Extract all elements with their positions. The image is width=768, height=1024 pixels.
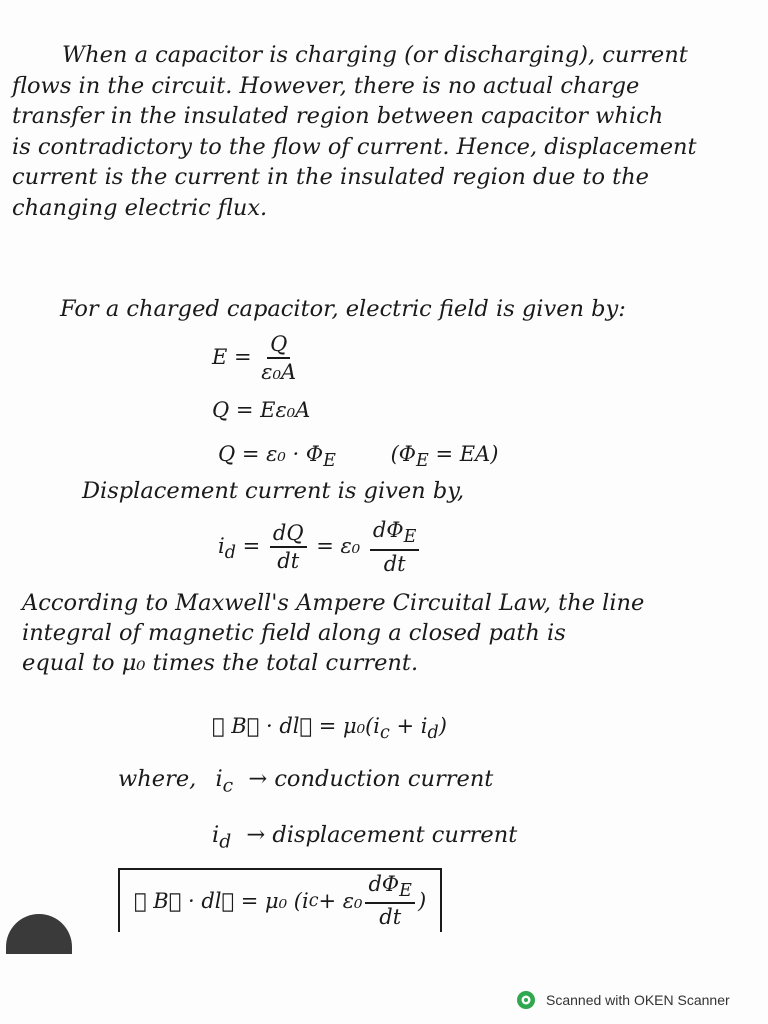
subscript: c <box>380 723 390 744</box>
fraction <box>261 334 296 383</box>
eq-lhs: ∮ B⃗ · dl⃗ = μ₀ (i <box>134 889 309 913</box>
equals-sign: = <box>242 533 261 558</box>
equation-charge: Q = Eε₀A <box>212 398 311 422</box>
scanner-footer <box>516 990 730 1010</box>
eq-middle: = ε₀ <box>316 533 361 558</box>
text-line: transfer in the insulated region between capacitor which <box>12 103 664 129</box>
subscript: c <box>308 891 319 911</box>
fraction <box>365 871 414 930</box>
fraction-denominator: dt <box>277 548 300 573</box>
fraction <box>370 520 419 575</box>
where-label: where, <box>118 766 197 792</box>
eq-lhs: E = <box>212 345 252 369</box>
eq-expression: Q = ε₀ · Φ <box>218 442 324 466</box>
eq-close: ) <box>438 714 447 738</box>
fraction <box>270 520 307 573</box>
numerator-text: dΦ <box>372 518 404 542</box>
equation-electric-field <box>212 334 299 383</box>
subscript: E <box>415 451 429 472</box>
text-line: current is the current in the insulated region due to the <box>12 164 649 190</box>
equation-ampere-maxwell <box>212 714 447 743</box>
intro-paragraph <box>12 40 758 223</box>
where-displacement <box>212 822 517 853</box>
text-line: integral of magnetic field along a closed path is <box>22 620 566 646</box>
subscript: d <box>224 543 236 564</box>
where-conduction <box>118 766 493 797</box>
subscript: E <box>403 527 417 548</box>
equation-displacement-current <box>218 520 422 575</box>
fraction-numerator: dQ <box>270 523 307 548</box>
subscript: d <box>219 831 232 853</box>
fraction-denominator: ε₀A <box>261 360 297 384</box>
oken-logo-icon <box>516 990 536 1010</box>
displacement-intro: Displacement current is given by, <box>82 478 465 504</box>
eq-note: (Φ <box>390 442 416 466</box>
fraction-denominator: dt <box>383 551 406 576</box>
fraction-numerator <box>370 520 419 551</box>
subscript: d <box>427 723 439 744</box>
subscript: c <box>222 775 234 797</box>
conduction-desc: → conduction current <box>248 766 494 792</box>
fraction-numerator <box>365 871 414 905</box>
subscript: E <box>399 880 412 901</box>
footer-text: Scanned with OKEN Scanner <box>546 992 730 1008</box>
displacement-desc: → displacement current <box>246 822 518 848</box>
numerator-text: dΦ <box>368 871 400 896</box>
subscript: E <box>323 451 336 472</box>
fraction-denominator: dt <box>379 905 402 930</box>
text-line: According to Maxwell's Ampere Circuital Law, the line <box>22 590 645 616</box>
text-line: equal to μ₀ times the total current. <box>22 650 419 676</box>
maxwell-paragraph <box>22 588 644 678</box>
eq-lhs: i <box>218 533 225 558</box>
dark-scan-blob <box>6 914 72 954</box>
text-line: changing electric flux. <box>12 194 268 221</box>
eq-close: ) <box>417 889 427 913</box>
eq-plus: + i <box>389 714 428 738</box>
symbol: i <box>212 822 220 848</box>
symbol: i <box>215 766 223 792</box>
field-intro: For a charged capacitor, electric field is given by: <box>60 296 626 322</box>
eq-note-tail: = EA) <box>435 442 499 466</box>
text-line: flows in the circuit. However, there is no actual charge <box>12 72 640 99</box>
fraction-numerator: Q <box>267 334 290 359</box>
text-line: is contradictory to the flow of current. Hence, displacement <box>12 133 697 160</box>
eq-lhs: ∮ B⃗ · dl⃗ = μ₀(i <box>212 714 381 738</box>
text-line: When a capacitor is charging (or discharging), current <box>62 42 688 68</box>
eq-middle: + ε₀ <box>318 889 363 913</box>
boxed-result-equation <box>118 868 442 932</box>
equation-charge-flux <box>218 442 498 471</box>
